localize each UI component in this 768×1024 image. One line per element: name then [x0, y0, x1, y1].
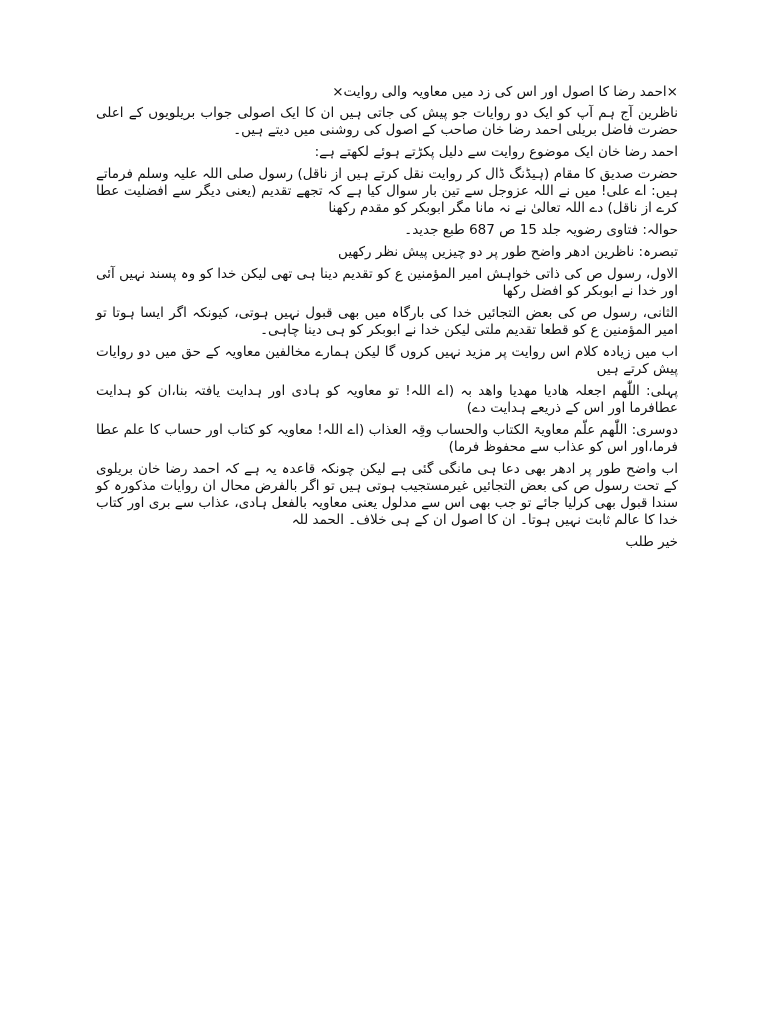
reference-paragraph: حوالہ: فتاوی رضویہ جلد 15 ص 687 طبع جدید۔	[404, 222, 678, 238]
signoff: خیر طلب	[625, 534, 678, 550]
transition-paragraph: اب میں زیادہ کلام اس روایت پر مزید نہیں کروں گا لیکن ہمارے مخالفین معاویہ کے حق میں دو روایات پیش کرتے ہیں	[96, 344, 678, 377]
conclusion-paragraph: اب واضح طور پر ادھر بھی دعا ہی مانگی گئی ہے لیکن چونکہ قاعدہ یہ ہے کہ احمد رضا خان بریلوی کے تحت رسول ص کی بعض التجائیں غیرمستجیب ہوتی ہیں تو اگر بالفرض محال ان روایات مذکورہ کو سندا قبول بھی کرلیا جائے تو جب بھی اس سے مدلول یعنی معاویہ بالفعل ہادی، عذاب سے بری اور کتاب خدا کا عالم ثابت نہیں ہوتا۔ ان کا اصول ان کے ہی خلاف۔ الحمد للہ	[96, 461, 678, 528]
first-point-paragraph: الاول، رسول ص کی ذاتی خواہش امیر المؤمنین ع کو تقدیم دینا ہی تھی لیکن خدا کو وہ پسند نہیں آئی اور خدا نے ابوبکر کو افضل رکھا	[96, 266, 678, 299]
commentary-paragraph: تبصرہ: ناظرین ادھر واضح طور پر دو چیزیں پیش نظر رکھیں	[338, 244, 678, 260]
second-point-paragraph: الثانی، رسول ص کی بعض التجائیں خدا کی بارگاہ میں بھی قبول نہیں ہوتی، کیونکہ اگر ایسا ہوتا تو امیر المؤمنین ع کو قطعا تقدیم ملتی لیکن خدا نے ابوبکر کو ہی دینا چاہی۔	[96, 305, 678, 338]
quoted-narration-paragraph: حضرت صدیق کا مقام (ہیڈنگ ڈال کر روایت نقل کرتے ہیں از ناقل) رسول صلی اللہ علیہ وسلم فرماتے ہیں: اے علی! میں نے اللہ عزوجل سے تین بار سوال کیا ہے کہ تجھے تقدیم (یعنی دیگر سے افضلیت عطا کرے از ناقل) دے اللہ تعالیٰ نے نہ مانا مگر ابوبکر کو مقدم رکھنا	[96, 166, 678, 216]
first-narration-paragraph: پہلی: اللّٰھم اجعلہ ھادیا مھدیا واھد بہ (اے اللہ! تو معاویہ کو ہادی اور ہدایت یافتہ بنا،ان کو ہدایت عطافرما اور اس کے ذریعے ہدایت دے)	[96, 383, 678, 416]
document-title: ×احمد رضا کا اصول اور اس کی زد میں معاویہ والی روایت×	[332, 84, 678, 100]
second-narration-paragraph: دوسری: اللّٰھم علّم معاویۃ الکتاب والحساب وقِہ العذاب (اے اللہ! معاویہ کو کتاب اور حساب کا علم عطا فرما،اور اس کو عذاب سے محفوظ فرما)	[96, 422, 678, 455]
author-statement-paragraph: احمد رضا خان ایک موضوع روایت سے دلیل پکڑتے ہوئے لکھتے ہے:	[314, 144, 678, 160]
document-body	[96, 84, 678, 556]
intro-paragraph: ناظرین آج ہم آپ کو ایک دو روایات جو پیش کی جاتی ہیں ان کا ایک اصولی جواب بریلویوں کے اعلی حضرت فاضل بریلی احمد رضا خان صاحب کے اصول کی روشنی میں دیتے ہیں۔	[96, 105, 678, 138]
